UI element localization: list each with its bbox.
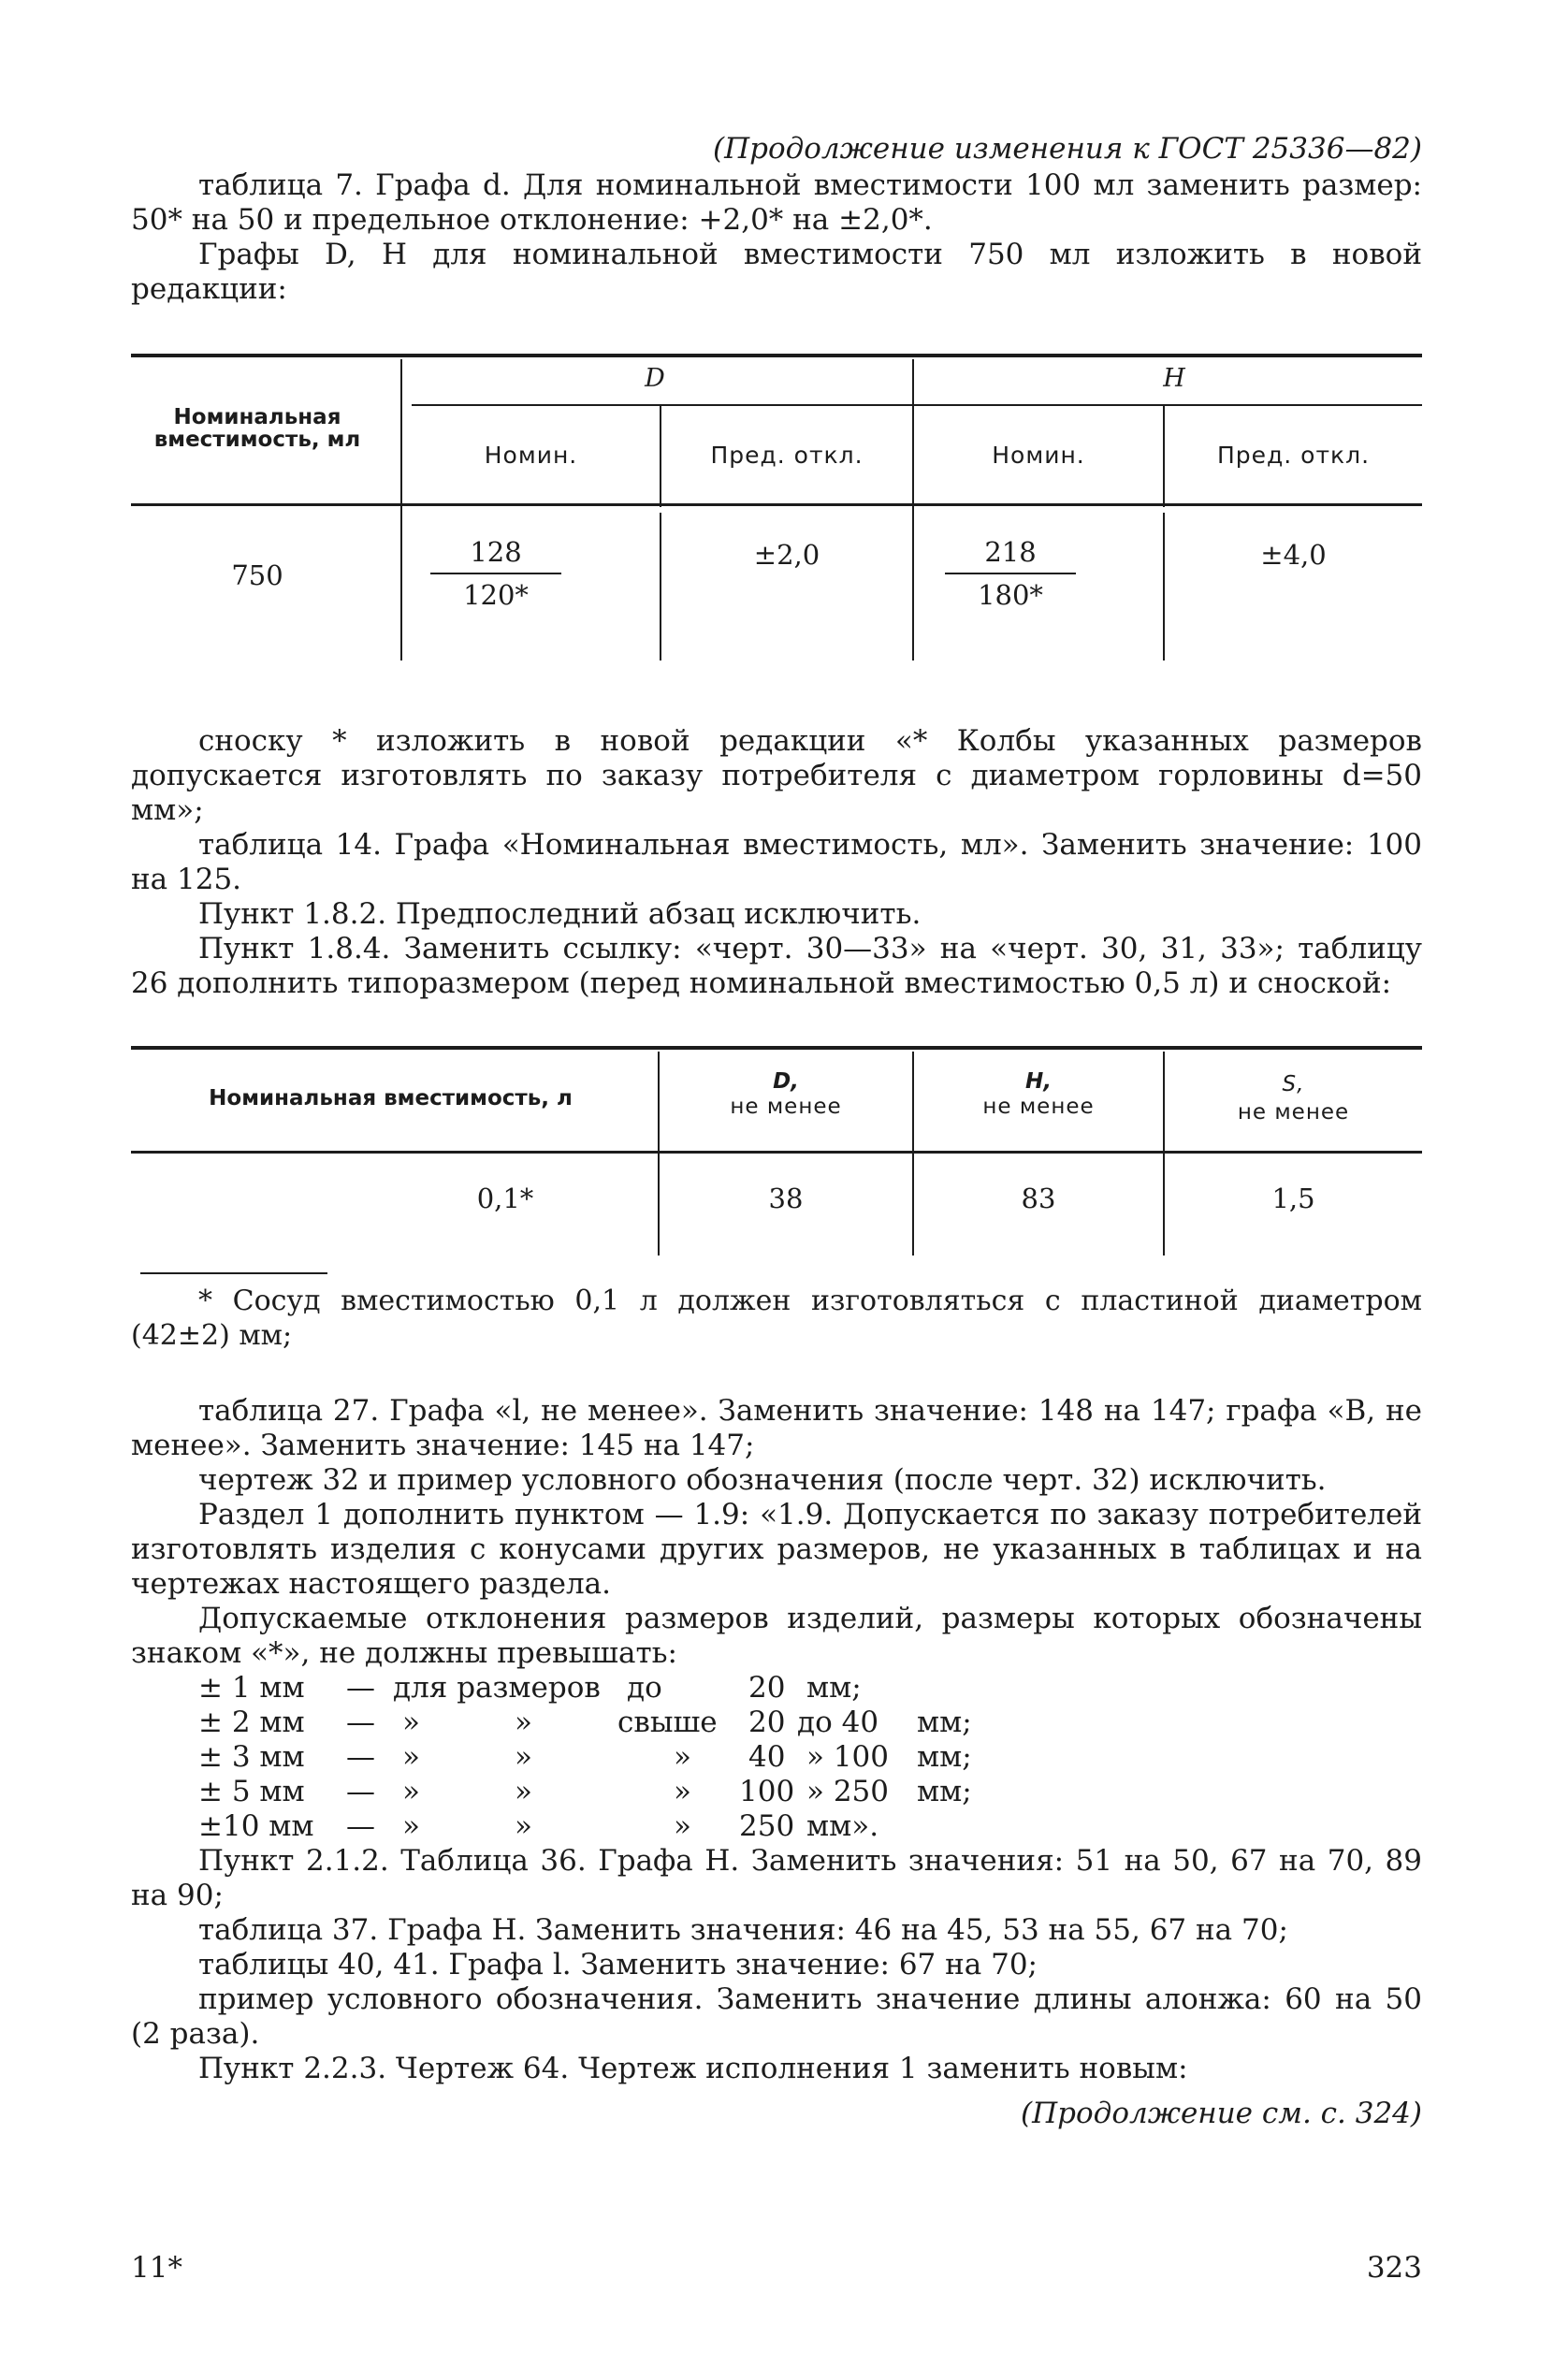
tolerance-from: 20 <box>748 1706 786 1739</box>
tolerance-text: » <box>674 1740 691 1774</box>
tolerance-text: » <box>402 1809 420 1843</box>
tolerance-text: » <box>402 1775 420 1808</box>
tolerance-unit: мм; <box>917 1775 972 1808</box>
cell-h-nominal <box>945 537 1076 610</box>
table-top-rule <box>131 354 1422 357</box>
column-header-d-min: не менее <box>730 1095 842 1119</box>
tolerance-from: 250 <box>739 1809 795 1843</box>
column-header-s <box>1165 1070 1422 1126</box>
fraction-numerator: 128 <box>430 537 561 574</box>
column-group-h: H <box>1163 364 1185 393</box>
tolerance-text: » <box>402 1740 420 1774</box>
column-divider <box>400 359 402 660</box>
tolerance-value: ±10 мм <box>198 1809 314 1843</box>
cell-h-deviation: ±4,0 <box>1260 539 1327 571</box>
cell-d-deviation: ±2,0 <box>753 539 820 571</box>
tolerance-text: » <box>515 1775 532 1808</box>
paragraph: чертеж 32 и пример условного обозначения (после черт. 32) исключить. <box>198 1463 1327 1497</box>
cell-capacity: 750 <box>231 559 283 591</box>
document-page <box>131 131 1422 2160</box>
tolerance-dash: — <box>346 1706 375 1739</box>
column-header-d-nom: Номин. <box>484 442 578 469</box>
paragraph: таблицы 40, 41. Графа l. Заменить значение: 67 на 70; <box>198 1948 1038 1981</box>
column-header-capacity: Номинальная вместимость, л <box>209 1086 573 1110</box>
column-header-h-symbol: H, <box>1025 1069 1052 1094</box>
paragraph: Пункт 1.8.4. Заменить ссылку: «черт. 30—33» на «черт. 30, 31, 33»; таблицу 26 дополнить типоразмером (перед номинальной вместимостью 0,5 л) и сноской: <box>131 932 1422 1000</box>
column-header-s-symbol: S, <box>1282 1072 1305 1096</box>
paragraph: Пункт 1.8.2. Предпоследний абзац исключить. <box>198 897 922 931</box>
tolerance-text: » <box>515 1740 532 1774</box>
paragraph: таблица 37. Графа H. Заменить значения: 46 на 45, 53 на 55, 67 на 70; <box>198 1913 1288 1947</box>
tolerance-list <box>131 1671 1422 1844</box>
column-header-h-min: не менее <box>982 1095 1095 1119</box>
paragraph: таблица 27. Графа «l, не менее». Заменить значение: 148 на 147; графа «B, не менее». Заменить значение: 145 на 147; <box>131 1394 1422 1462</box>
tolerance-row <box>131 1809 1422 1844</box>
table-top-rule <box>131 1046 1422 1050</box>
column-header-d-symbol: D, <box>773 1069 799 1094</box>
column-header-capacity: Номинальная вместимость, мл <box>153 405 361 452</box>
running-header: (Продолжение изменения к ГОСТ 25336—82) <box>712 132 1422 166</box>
column-header-h <box>914 1070 1163 1121</box>
column-header-h-nom: Номин. <box>992 442 1085 469</box>
column-divider <box>912 359 914 660</box>
tolerance-value: ± 1 мм <box>198 1671 305 1705</box>
header-bottom-rule <box>131 503 1422 506</box>
tolerance-unit: мм; <box>917 1706 972 1739</box>
tolerance-text: свыше <box>617 1706 718 1739</box>
tolerance-text: » <box>402 1706 420 1739</box>
column-header-d <box>660 1070 912 1121</box>
cell-s: 1,5 <box>1271 1183 1315 1214</box>
page-number: 323 <box>1366 2251 1422 2285</box>
paragraph: сноску * изложить в новой редакции «* Колбы указанных размеров допускается изготовлять по заказу потребителя с диаметром горловины d=50 мм»; <box>131 724 1422 827</box>
footnote: * Сосуд вместимостью 0,1 л должен изготовляться с пластиной диаметром (42±2) мм; <box>131 1285 1422 1352</box>
paragraph: Раздел 1 дополнить пунктом — 1.9: «1.9. Допускается по заказу потребителей изготовлять изделия с конусами других размеров, не указанных в таблицах и на чертежах настоящего раздела. <box>131 1498 1422 1601</box>
tolerance-to: » 250 <box>806 1775 889 1808</box>
tolerance-unit: мм». <box>806 1809 879 1843</box>
cell-d: 38 <box>768 1183 804 1214</box>
tolerance-unit: мм; <box>806 1671 862 1705</box>
tolerance-value: ± 3 мм <box>198 1740 305 1774</box>
tolerance-text: для размеров <box>393 1671 601 1705</box>
tolerance-from: 100 <box>739 1775 795 1808</box>
group-header-rule <box>412 404 1422 406</box>
tolerance-text: » <box>515 1706 532 1739</box>
tolerance-dash: — <box>346 1740 375 1774</box>
fraction-numerator: 218 <box>945 537 1076 574</box>
signature-mark: 11* <box>131 2251 182 2285</box>
tolerance-text: » <box>674 1809 691 1843</box>
tolerance-row <box>131 1740 1422 1775</box>
tolerance-value: ± 2 мм <box>198 1706 305 1739</box>
tolerance-to: » 100 <box>806 1740 889 1774</box>
header-bottom-rule <box>131 1151 1422 1154</box>
cell-capacity: 0,1* <box>476 1183 534 1214</box>
column-header-s-min: не менее <box>1237 1100 1350 1125</box>
tolerance-to: до 40 <box>797 1706 879 1739</box>
paragraph: таблица 7. Графа d. Для номинальной вместимости 100 мл заменить размер: 50* на 50 и предельное отклонение: +2,0* на ±2,0*. <box>131 168 1422 237</box>
fraction-denominator: 180* <box>978 579 1043 611</box>
tolerance-text: до <box>627 1671 662 1705</box>
paragraph: Пункт 2.2.3. Чертеж 64. Чертеж исполнения 1 заменить новым: <box>198 2052 1188 2085</box>
tolerance-row <box>131 1706 1422 1740</box>
column-divider <box>660 513 661 660</box>
paragraph: Графы D, H для номинальной вместимости 750 мл изложить в новой редакции: <box>131 238 1422 306</box>
tolerance-unit: мм; <box>917 1740 972 1774</box>
paragraph: Допускаемые отклонения размеров изделий, размеры которых обозначены знаком «*», не должны превышать: <box>131 1602 1422 1670</box>
paragraph: таблица 14. Графа «Номинальная вместимость, мл». Заменить значение: 100 на 125. <box>131 828 1422 896</box>
fraction-denominator: 120* <box>463 579 529 611</box>
tolerance-text: » <box>674 1775 691 1808</box>
tolerance-row <box>131 1671 1422 1706</box>
table-capacity-750 <box>131 354 1422 672</box>
paragraph: пример условного обозначения. Заменить значение длины алонжа: 60 на 50 (2 раза). <box>131 1982 1422 2051</box>
cell-h: 83 <box>1021 1183 1056 1214</box>
column-group-d: D <box>645 364 665 393</box>
footnote-rule <box>140 1272 327 1274</box>
paragraph: Пункт 2.1.2. Таблица 36. Графа H. Заменить значения: 51 на 50, 67 на 70, 89 на 90; <box>131 1844 1422 1912</box>
tolerance-dash: — <box>346 1775 375 1808</box>
tolerance-from: 20 <box>748 1671 786 1705</box>
column-divider <box>1163 513 1165 660</box>
tolerance-from: 40 <box>748 1740 786 1774</box>
continuation-note: (Продолжение см. с. 324) <box>1021 2097 1422 2130</box>
cell-d-nominal <box>430 537 561 610</box>
tolerance-dash: — <box>346 1671 375 1705</box>
tolerance-row <box>131 1775 1422 1809</box>
tolerance-text: » <box>515 1809 532 1843</box>
table-capacity-01 <box>131 1046 1422 1263</box>
column-header-h-dev: Пред. откл. <box>1216 442 1371 469</box>
column-header-d-dev: Пред. откл. <box>710 442 864 469</box>
tolerance-value: ± 5 мм <box>198 1775 305 1808</box>
tolerance-dash: — <box>346 1809 375 1843</box>
